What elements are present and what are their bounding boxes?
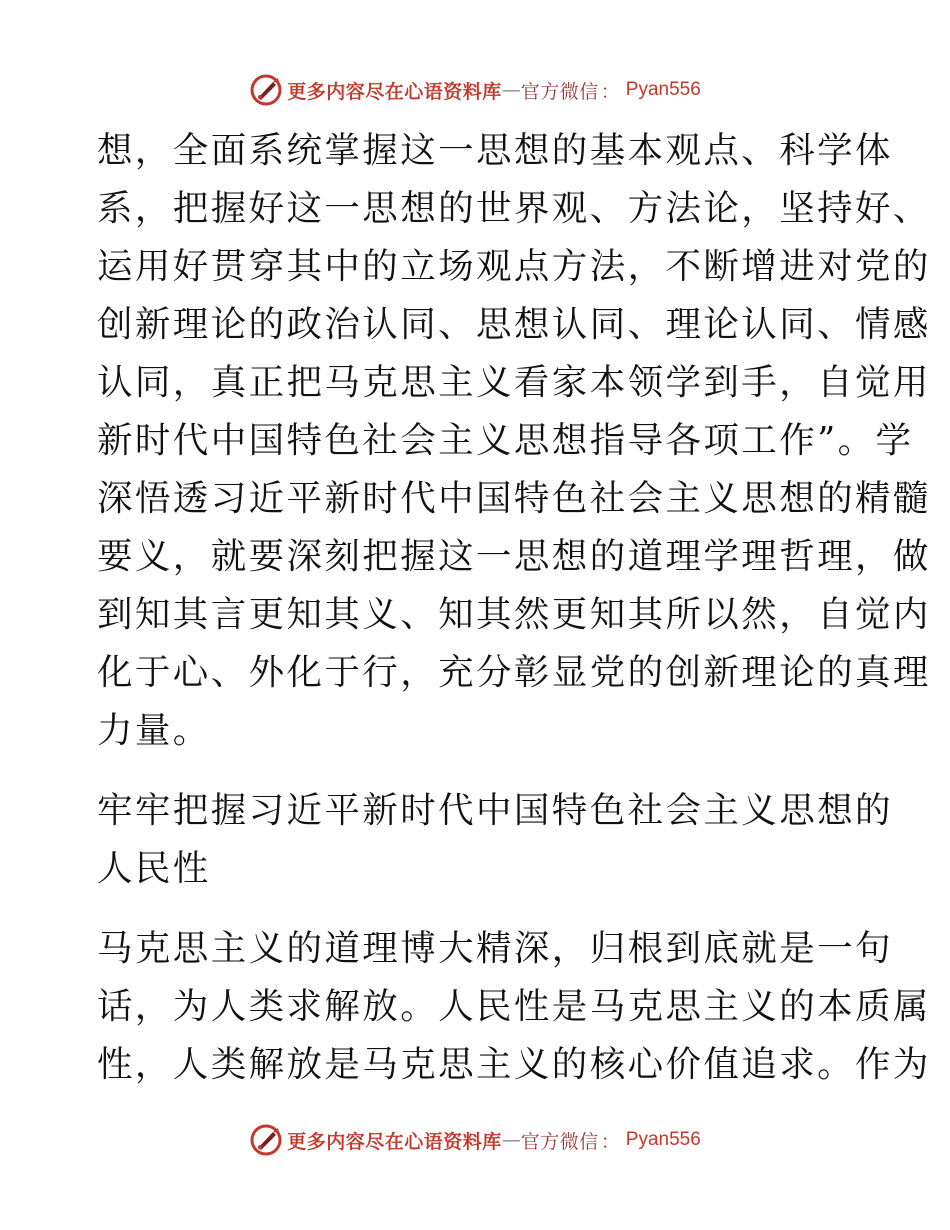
banner-wechat-label: 官方微信	[520, 80, 599, 103]
banner-dash: —	[501, 1129, 521, 1151]
banner-wechat-id: Pyan556	[625, 1129, 701, 1150]
text-line: 创新理论的政治认同、思想认同、理论认同、情感	[97, 304, 931, 345]
header-banner	[0, 72, 950, 108]
banner-wechat-label: 官方微信	[520, 1130, 599, 1153]
banner-separator: ：	[600, 1130, 620, 1153]
quill-logo-icon	[249, 73, 283, 107]
banner-wechat-id: Pyan556	[625, 79, 701, 100]
text-line: 化于心、外化于行，充分彰显党的创新理论的真理	[97, 652, 931, 693]
text-line: 话，为人类求解放。人民性是马克思主义的本质属	[97, 986, 931, 1027]
footer-banner	[0, 1122, 950, 1158]
text-line: 认同，真正把马克思主义看家本领学到手，自觉用	[97, 362, 931, 403]
text-line: 性，人类解放是马克思主义的核心价值追求。作为	[97, 1044, 931, 1085]
paragraph-1	[97, 122, 931, 760]
text-line: 想，全面系统掌握这一思想的基本观点、科学体	[97, 130, 893, 171]
section-heading	[97, 782, 893, 898]
text-line: 力量。	[97, 710, 211, 751]
text-line: 系，把握好这一思想的世界观、方法论，坚持好、	[97, 188, 931, 229]
banner-promo-text: 更多内容尽在心语资料库	[287, 80, 502, 103]
text-line: 运用好贯穿其中的立场观点方法，不断增进对党的	[97, 246, 931, 287]
text-line: 新时代中国特色社会主义思想指导各项工作”。学	[97, 420, 914, 461]
banner-promo-text: 更多内容尽在心语资料库	[287, 1130, 502, 1153]
text-line: 马克思主义的道理博大精深，归根到底就是一句	[97, 928, 893, 969]
text-line: 要义，就要深刻把握这一思想的道理学理哲理，做	[97, 536, 931, 577]
banner-dash: —	[501, 79, 521, 101]
text-line: 深悟透习近平新时代中国特色社会主义思想的精髓	[97, 478, 931, 519]
text-line: 到知其言更知其义、知其然更知其所以然，自觉内	[97, 594, 931, 635]
document-body	[97, 122, 931, 1094]
paragraph-2	[97, 920, 931, 1094]
heading-line: 人民性	[97, 848, 211, 889]
quill-logo-icon	[249, 1123, 283, 1157]
banner-separator: ：	[600, 80, 620, 103]
heading-line: 牢牢把握习近平新时代中国特色社会主义思想的	[97, 790, 893, 831]
